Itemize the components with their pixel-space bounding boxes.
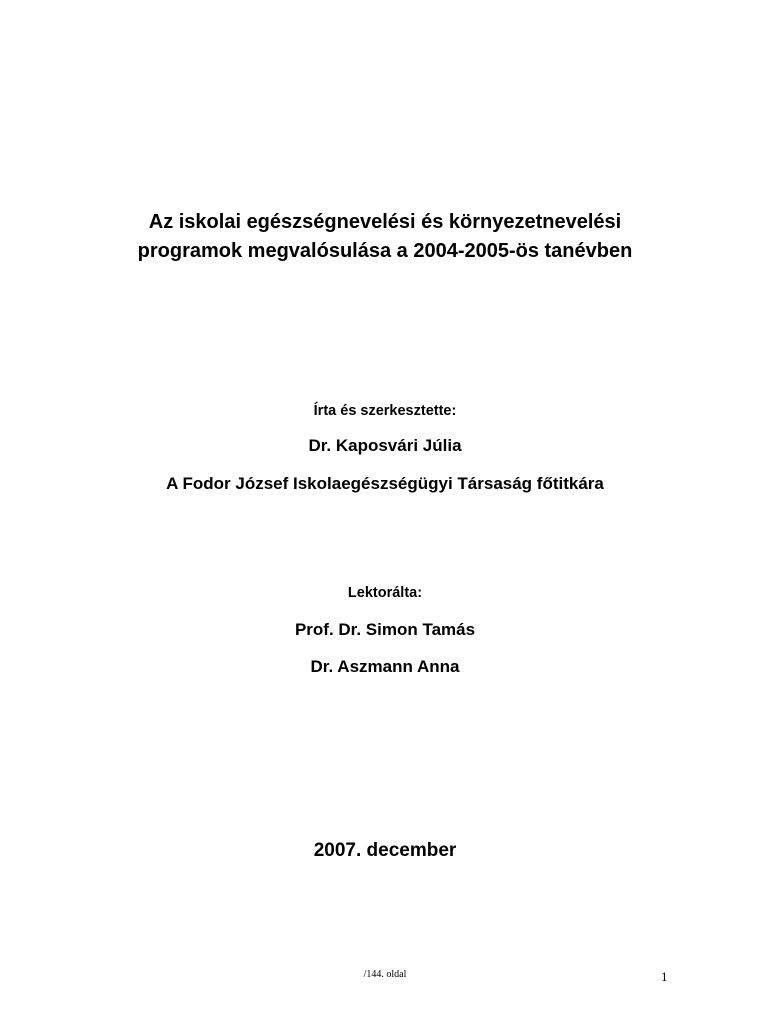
written-by-label: Írta és szerkesztette: xyxy=(313,403,457,419)
author-role: A Fodor József Iskolaegészségügyi Társaság főtitkára xyxy=(166,474,604,493)
reviewer-name-2: Dr. Aszmann Anna xyxy=(310,657,460,676)
reviewed-by-label: Lektorálta: xyxy=(347,585,423,601)
document-title-line-1: Az iskolai egészségnevelési és környezetnevelési xyxy=(148,211,622,233)
page-number: 1 xyxy=(661,969,668,984)
document-date: 2007. december xyxy=(313,840,457,861)
author-name: Dr. Kaposvári Júlia xyxy=(308,436,462,455)
document-title-line-2: programok megvalósulása a 2004-2005-ös tanévben xyxy=(137,240,633,262)
footer-page-count: /144. oldal xyxy=(363,969,407,980)
reviewer-name-1: Prof. Dr. Simon Tamás xyxy=(294,620,476,639)
